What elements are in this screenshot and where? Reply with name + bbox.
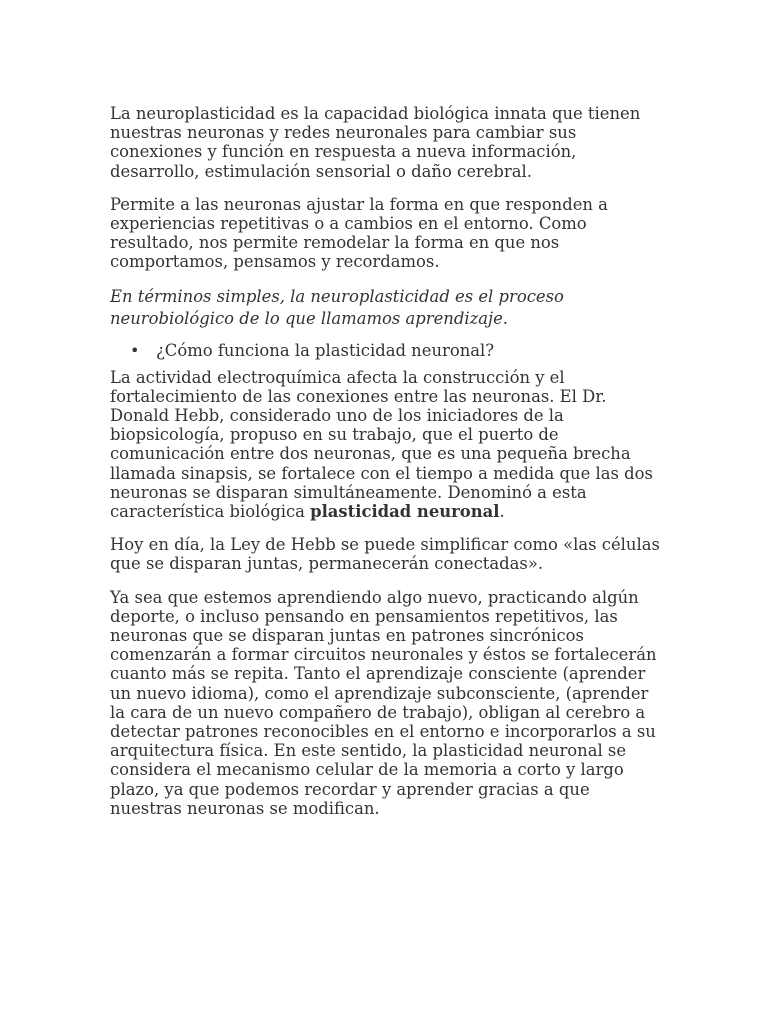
document-page bbox=[110, 104, 660, 832]
bullet-icon: • bbox=[130, 340, 140, 360]
paragraph-adjustment: Permite a las neuronas ajustar la forma en que responden a experiencias repetitivas o a cambios en el entorno. Como resultado, nos permite remodelar la forma en que nos comportamos, pensamos y recordamos. bbox=[110, 194, 608, 272]
bullet-text: ¿Cómo funciona la plasticidad neuronal? bbox=[156, 340, 495, 360]
paragraph-hebb-end: . bbox=[499, 502, 505, 522]
paragraph-hebb-text: La actividad electroquímica afecta la construcción y el fortalecimiento de las conexiones entre las neuronas. El Dr. Donald Hebb, considerado uno de los iniciadores de la biopsicología, propuso en su trabajo, que el puerto de comunicación entre dos neuronas, que es una pequeña brecha llamada sinapsis, se fortalece con el tiempo a medida que las dos neuronas se disparan simultáneamente. Denominó a esta característica biológica bbox=[110, 367, 653, 522]
bullet-list bbox=[110, 340, 660, 362]
paragraph-hebb-law: Hoy en día, la Ley de Hebb se puede simplificar como «las células que se disparan juntas, permanecerán conectadas». bbox=[110, 535, 660, 574]
paragraph-summary-italic: En términos simples, la neuroplasticidad es el proceso neurobiológico de lo que llamamos aprendizaje. bbox=[110, 286, 564, 328]
paragraph-learning: Ya sea que estemos aprendiendo algo nuevo, practicando algún deporte, o incluso pensando en pensamientos repetitivos, las neuronas que se disparan juntas en patrones sincrónicos comenzarán a formar circuitos neuronales y éstos se fortalecerán cuanto más se repita. Tanto el aprendizaje consciente (aprender un nuevo idioma), como el aprendizaje subconsciente, (aprender la cara de un nuevo compañero de trabajo), obligan al cerebro a detectar patrones reconocibles en el entorno e incorporarlos a su arquitectura física. En este sentido, la plasticidad neuronal se considera el mecanismo celular de la memoria a corto y largo plazo, ya que podemos recordar y aprender gracias a que nuestras neuronas se modifican. bbox=[110, 587, 657, 818]
paragraph-hebb bbox=[110, 368, 660, 522]
bold-term: plasticidad neuronal bbox=[310, 502, 500, 522]
list-item bbox=[110, 340, 660, 362]
paragraph-definition: La neuroplasticidad es la capacidad biológica innata que tienen nuestras neuronas y redes neuronales para cambiar sus conexiones y función en respuesta a nueva información, desarrollo, estimulación sensorial o daño cerebral. bbox=[110, 104, 641, 181]
